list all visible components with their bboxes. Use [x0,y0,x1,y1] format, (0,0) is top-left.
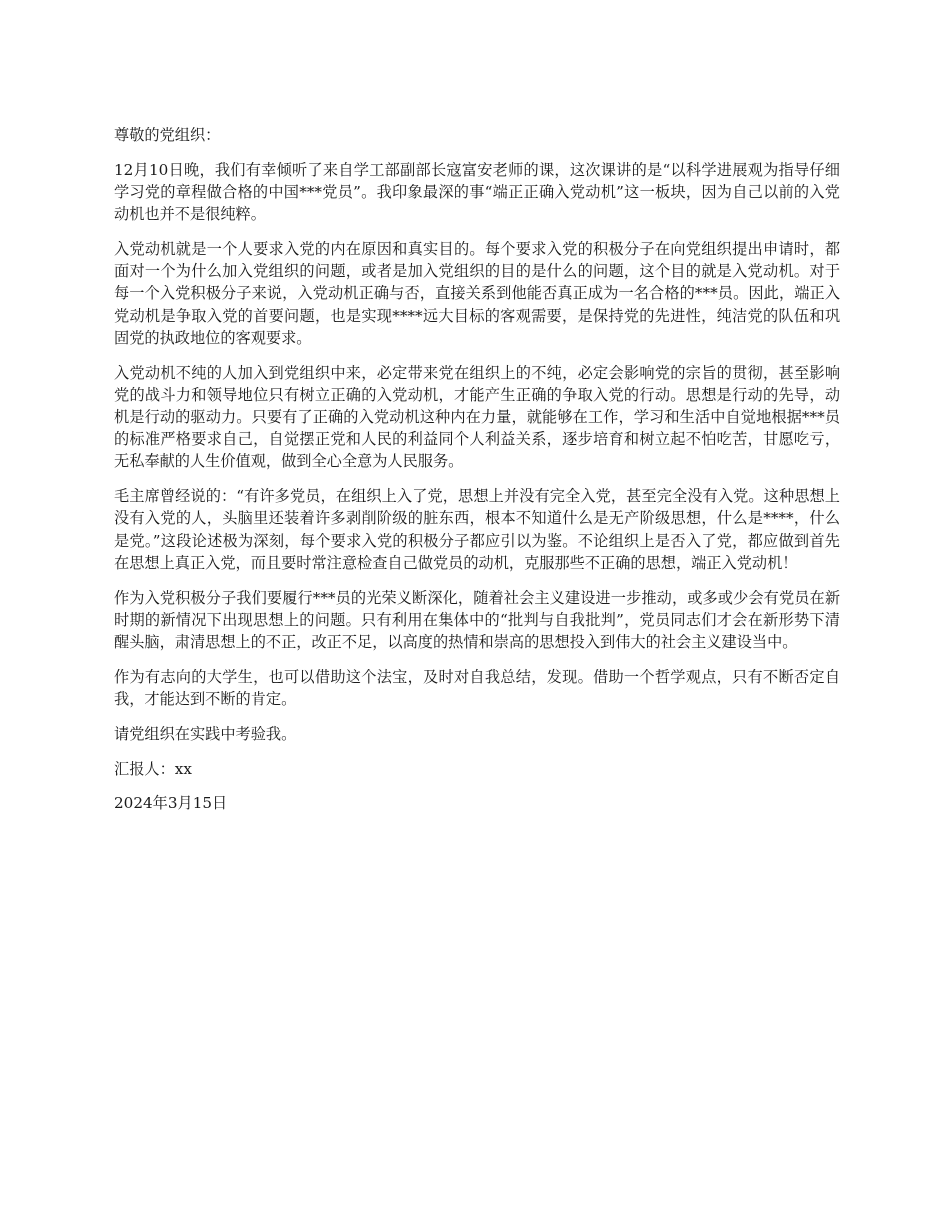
paragraph-3: 入党动机不纯的人加入到党组织中来，必定带来党在组织上的不纯，必定会影响党的宗旨的贯彻，甚至影响党的战斗力和领导地位只有树立正确的入党动机，才能产生正确的争取入党的行动。思想是行动的先导，动机是行动的驱动力。只要有了正确的入党动机这种内在力量，就能够在工作，学习和生活中自觉地根据***员的标准严格要求自己，自觉摆正党和人民的利益同个人利益关系，逐步培育和树立起不怕吃苦，甘愿吃亏，无私奉献的人生价值观，做到全心全意为人民服务。 [114,363,840,471]
paragraph-4: 毛主席曾经说的：“有许多党员，在组织上入了党，思想上并没有完全入党，甚至完全没有入党。这种思想上没有入党的人，头脑里还装着许多剥削阶级的脏东西，根本不知道什么是无产阶级思想，什么是****，什么是党。”这段论述极为深刻，每个要求入党的积极分子都应引以为鉴。不论组织上是否入了党，都应做到首先在思想上真正入党，而且要时常注意检查自己做党员的动机，克服那些不正确的思想，端正入党动机！ [114,487,840,572]
paragraph-5: 作为入党积极分子我们要履行***员的光荣义断深化，随着社会主义建设进一步推动，或多或少会有党员在新时期的新情况下出现思想上的问题。只有利用在集体中的“批判与自我批判”，党员同志们才会在新形势下清醒头脑，肃清思想上的不正，改正不足，以高度的热情和崇高的思想投入到伟大的社会主义建设当中。 [114,588,840,652]
paragraph-2: 入党动机就是一个人要求入党的内在原因和真实目的。每个要求入党的积极分子在向党组织提出申请时，都面对一个为什么加入党组织的问题，或者是加入党组织的目的是什么的问题，这个目的就是入党动机。对于每一个入党积极分子来说，入党动机正确与否，直接关系到他能否真正成为一名合格的***员。因此，端正入党动机是争取入党的首要问题，也是实现****远大目标的客观需要，是保持党的先进性，纯洁党的队伍和巩固党的执政地位的客观要求。 [114,240,840,347]
report-document [114,124,840,827]
paragraph-6: 作为有志向的大学生，也可以借助这个法宝，及时对自我总结，发现。借助一个哲学观点，只有不断否定自我，才能达到不断的肯定。 [114,667,840,709]
paragraph-1: 12月10日晚，我们有幸倾听了来自学工部副部长寇富安老师的课，这次课讲的是“以科学进展观为指导仔细学习党的章程做合格的中国***党员”。我印象最深的事“端正正确入党动机”这一板块，因为自己以前的入党动机也并不是很纯粹。 [114,160,840,224]
salutation: 尊敬的党组织： [114,126,221,144]
report-date: 2024年3月15日 [114,794,228,813]
closing-line: 请党组织在实践中考验我。 [114,724,297,743]
reporter-signature: 汇报人：xx [114,759,192,778]
